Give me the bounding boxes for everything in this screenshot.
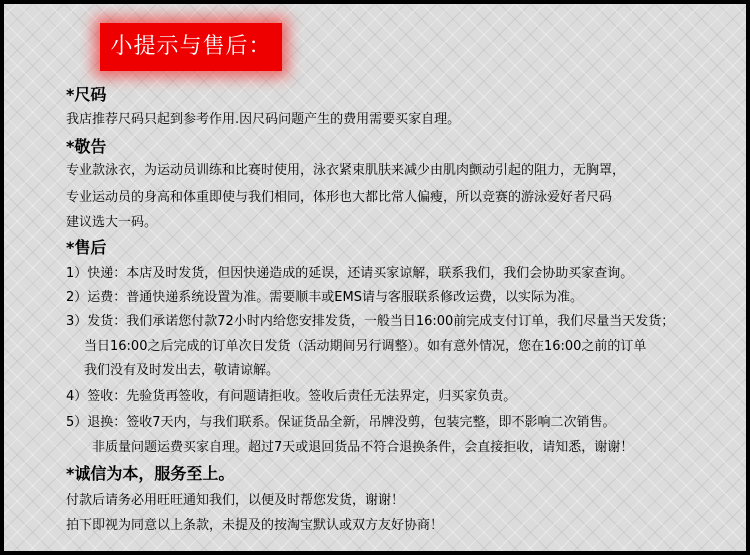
notice-panel bbox=[4, 4, 746, 551]
warning-text-1: 专业款泳衣，为运动员训练和比赛时使用，泳衣紧束肌肤来减少由肌肉颤动引起的阻力，无胸罩， bbox=[66, 163, 626, 178]
integrity-heading: *诚信为本，服务至上。 bbox=[66, 464, 235, 483]
aftersale-heading: *售后 bbox=[66, 238, 107, 257]
integrity-text-1: 付款后请务必用旺旺通知我们，以便及时帮您发货，谢谢！ bbox=[66, 493, 405, 508]
warning-text-3: 建议选大一码。 bbox=[66, 215, 158, 230]
integrity-text-2: 拍下即视为同意以上条款，未提及的按淘宝默认或双方友好协商！ bbox=[66, 518, 444, 533]
warning-heading: *敬告 bbox=[66, 137, 107, 156]
title-badge: 小提示与售后： bbox=[100, 23, 282, 71]
aftersale-item-delivery-1: 3）发货：我们承诺您付款72小时内给您安排发货，一般当日16:00前完成支付订单，我们尽量当天发货； bbox=[66, 314, 675, 329]
aftersale-item-signoff: 4）签收：先验货再签收，有问题请拒收。签收后责任无法界定，归买家负责。 bbox=[66, 389, 517, 404]
aftersale-item-delivery-2: 当日16:00之后完成的订单次日发货（活动期间另行调整）。如有意外情况，您在16:00之前的订单 bbox=[84, 339, 647, 354]
aftersale-item-return-1: 5）退换：签收7天内，与我们联系。保证货品全新，吊牌没剪，包装完整，即不影响二次销售。 bbox=[66, 415, 616, 430]
aftersale-item-express: 1）快递：本店及时发货，但因快递造成的延误，还请买家谅解，联系我们，我们会协助买家查询。 bbox=[66, 266, 634, 281]
size-heading: *尺码 bbox=[66, 85, 107, 104]
warning-text-2: 专业运动员的身高和体重即使与我们相同，体形也大都比常人偏瘦，所以竞赛的游泳爱好者尺码 bbox=[66, 190, 613, 205]
aftersale-item-shipping-fee: 2）运费：普通快递系统设置为准。需要顺丰或EMS请与客服联系修改运费，以实际为准。 bbox=[66, 290, 583, 305]
aftersale-item-return-2: 非质量问题运费买家自理。超过7天或退回货品不符合退换条件，会直接拒收，请知悉，谢谢！ bbox=[92, 440, 634, 455]
size-text: 我店推荐尺码只起到参考作用.因尺码问题产生的费用需要买家自理。 bbox=[66, 112, 461, 127]
aftersale-item-delivery-3: 我们没有及时发出去，敬请谅解。 bbox=[84, 363, 280, 378]
